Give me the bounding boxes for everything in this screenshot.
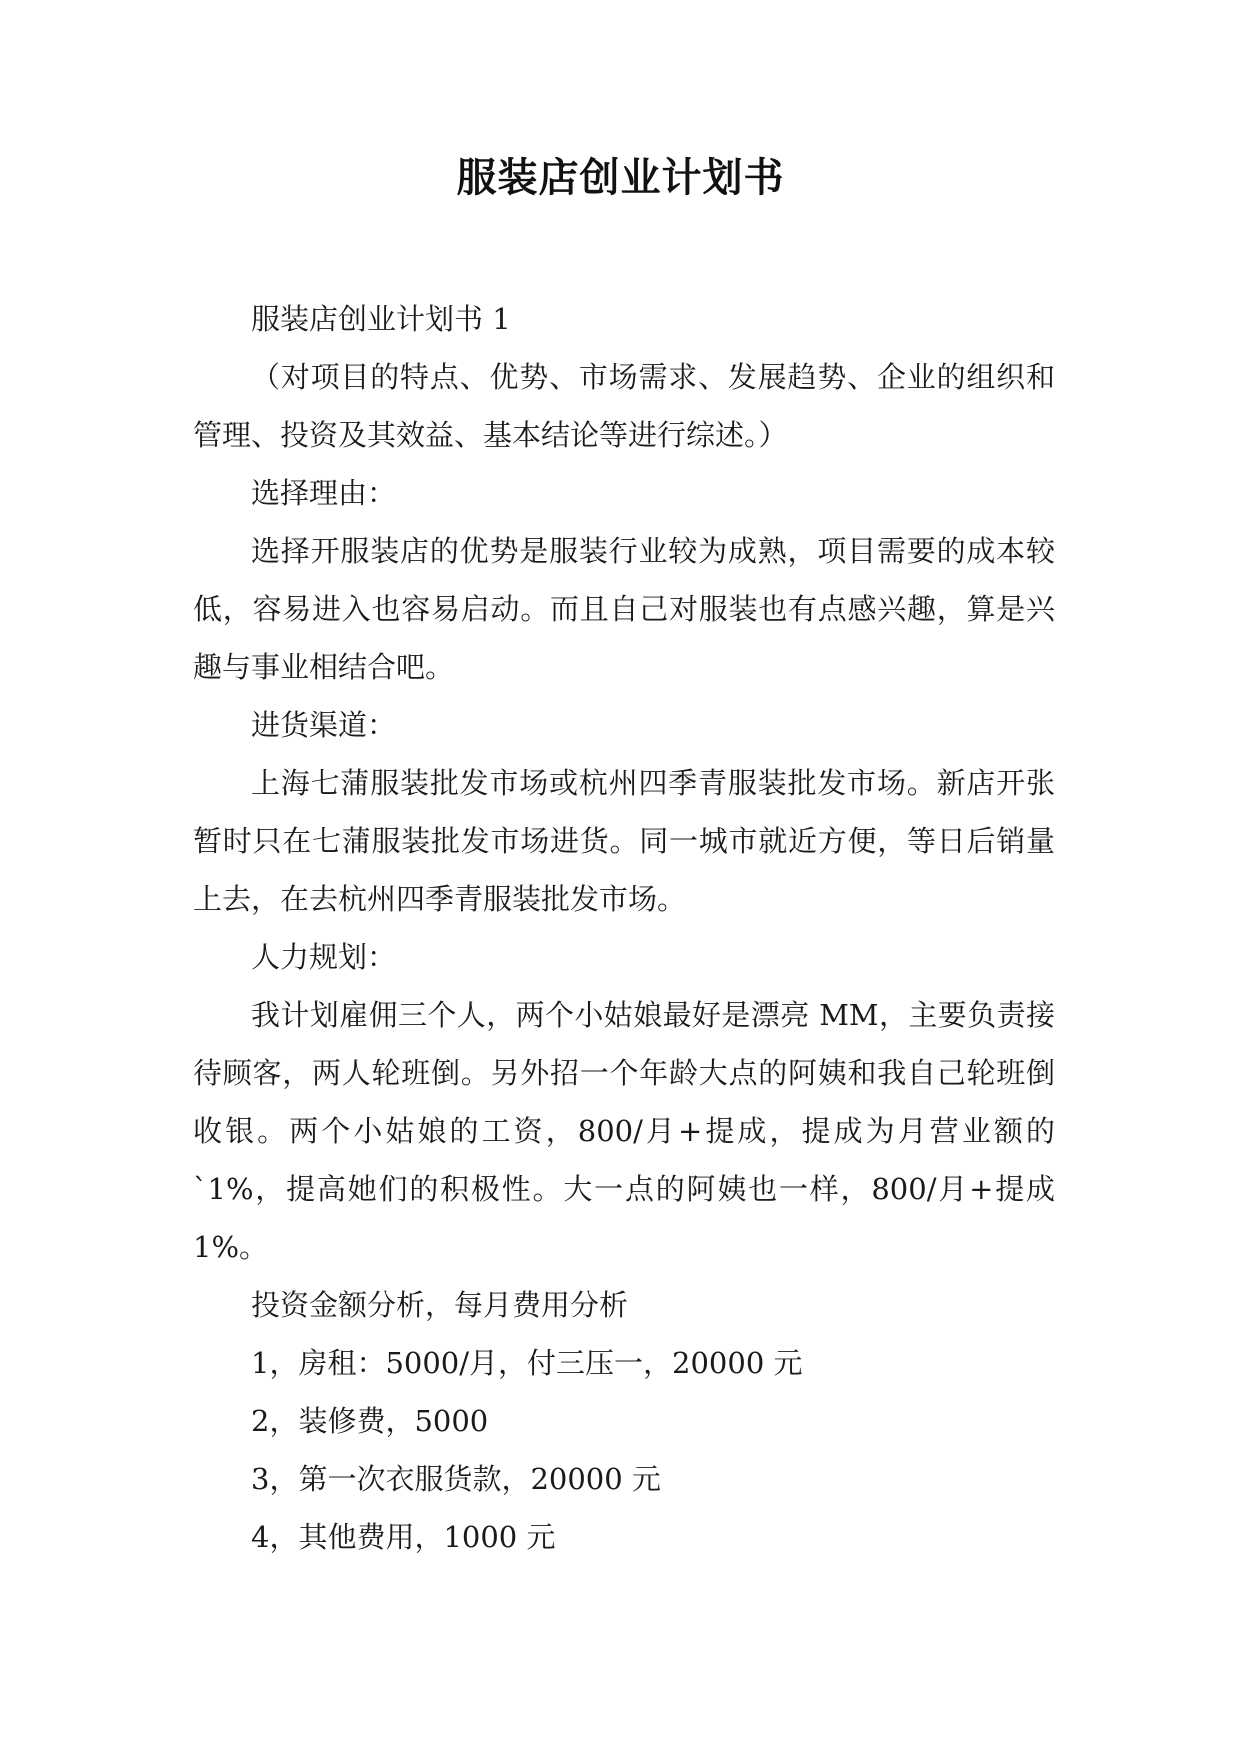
cost-item: 3，第一次衣服货款，20000 元: [251, 1462, 661, 1496]
heading-staffing: 人力规划：: [251, 940, 397, 974]
paragraph-supply-channels: 上海七蒲服装批发市场或杭州四季青服装批发市场。新店开张暂时只在七蒲服装批发市场进货。同一城市就近方便，等日后销量上去，在去杭州四季青服装批发市场。: [193, 766, 1055, 916]
document-body: [193, 290, 1055, 1566]
paragraph-staffing: 我计划雇佣三个人，两个小姑娘最好是漂亮 MM，主要负责接待顾客，两人轮班倒。另外招一个年龄大点的阿姨和我自己轮班倒收银。两个小姑娘的工资，800/月+提成，提成为月营业额的`1%，提高她们的积极性。大一点的阿姨也一样，800/月+提成 1%。: [193, 998, 1055, 1264]
section-heading-plan-1: 服装店创业计划书 1: [251, 302, 511, 336]
cost-item: 1，房租：5000/月，付三压一，20000 元: [251, 1346, 803, 1380]
heading-investment: 投资金额分析，每月费用分析: [251, 1288, 629, 1322]
cost-item: 2，装修费，5000: [251, 1404, 489, 1438]
heading-reasons: 选择理由：: [251, 476, 397, 510]
summary-note: （对项目的特点、优势、市场需求、发展趋势、企业的组织和管理、投资及其效益、基本结论等进行综述。）: [193, 360, 1055, 452]
heading-supply-channels: 进货渠道：: [251, 708, 397, 742]
cost-item: 4，其他费用，1000 元: [251, 1520, 556, 1554]
paragraph-reasons: 选择开服装店的优势是服装行业较为成熟，项目需要的成本较低，容易进入也容易启动。而且自己对服装也有点感兴趣，算是兴趣与事业相结合吧。: [193, 534, 1055, 684]
document-title: 服装店创业计划书: [456, 154, 785, 201]
